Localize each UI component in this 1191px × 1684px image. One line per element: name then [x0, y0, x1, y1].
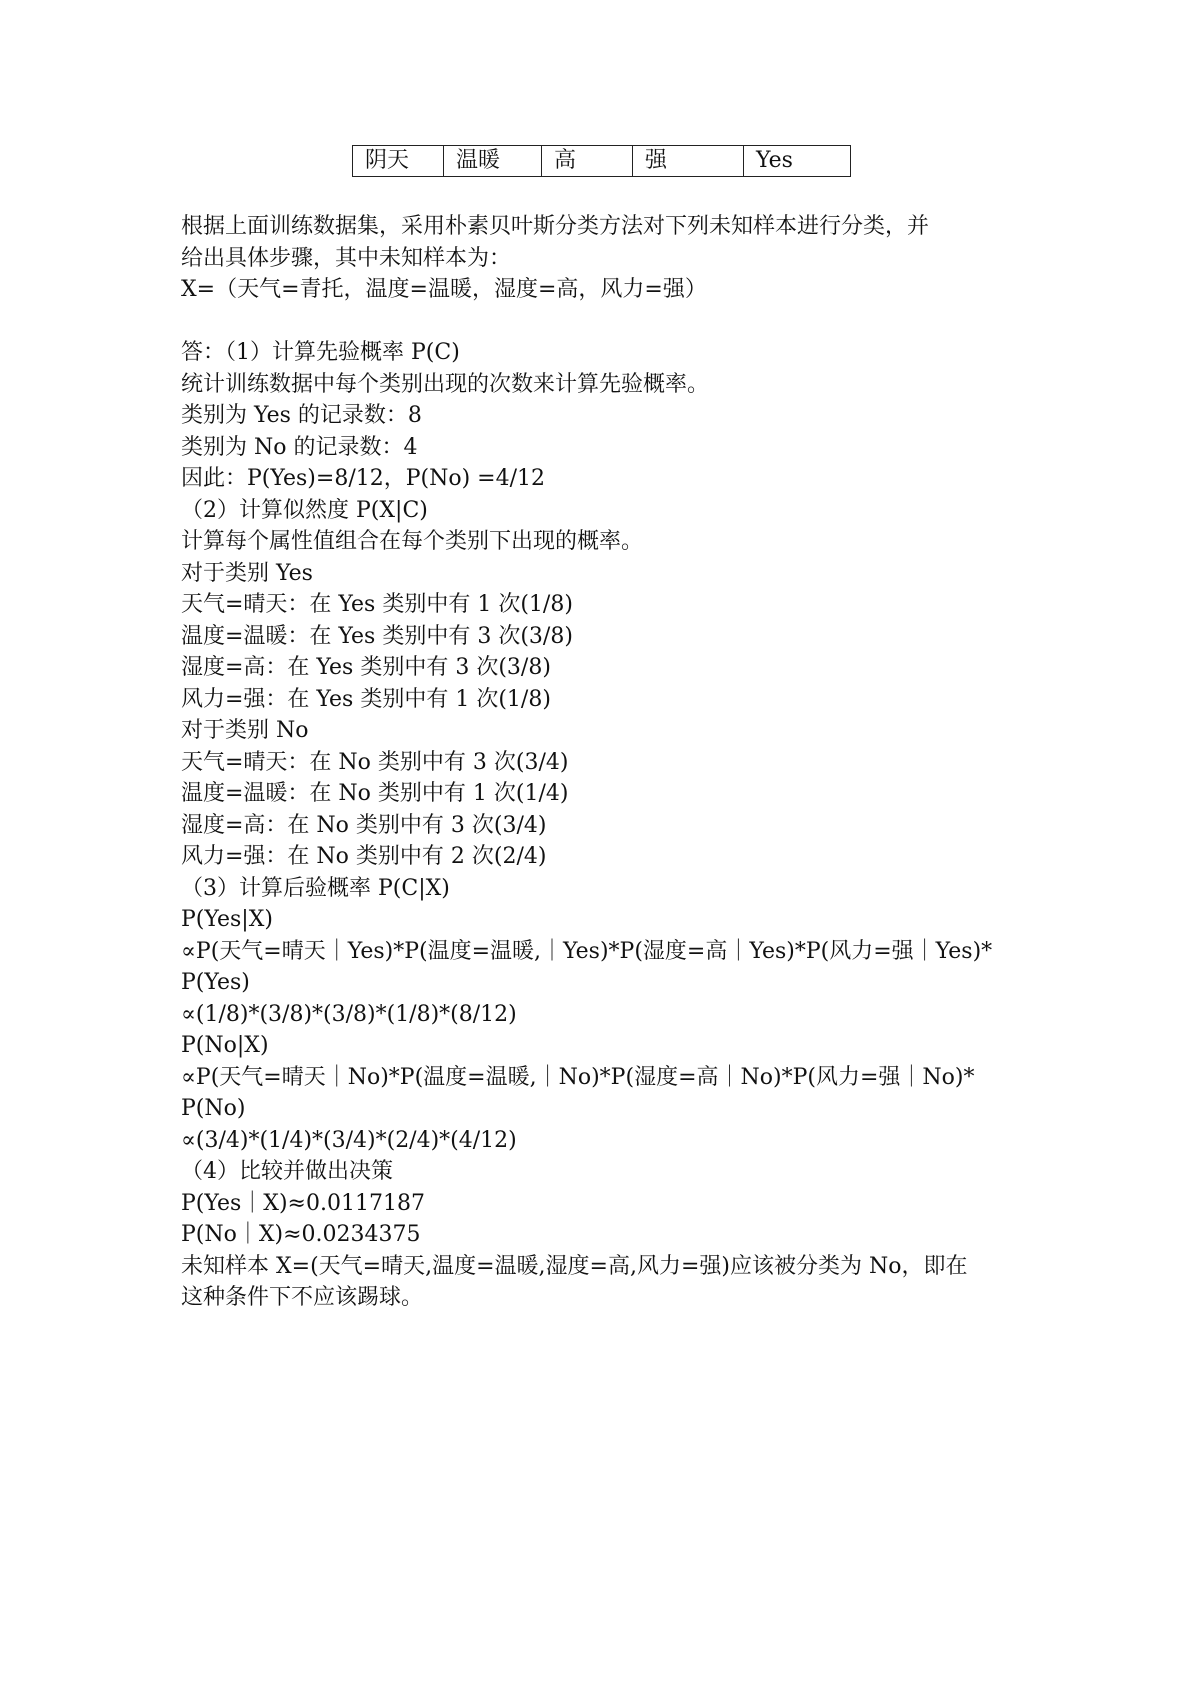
paragraph-gap	[181, 306, 1011, 338]
answer-line: 对于类别 Yes	[181, 560, 313, 586]
answer-line: 温度=温暖：在 No 类别中有 1 次(1/4)	[181, 781, 569, 806]
table-cell-class: Yes	[744, 146, 851, 177]
training-data-table-fragment	[352, 145, 851, 177]
table-cell-wind: 强	[633, 146, 744, 177]
answer-line: P(No｜X)≈0.0234375	[181, 1222, 421, 1247]
answer-line: P(No|X)	[181, 1033, 269, 1058]
answer-line: （4）比较并做出决策	[181, 1159, 393, 1184]
answer-line: 类别为 No 的记录数：4	[181, 434, 418, 460]
answer-line: 湿度=高：在 Yes 类别中有 3 次(3/8)	[181, 655, 551, 680]
answer-line: ∝P(天气=晴天｜No)*P(温度=温暖,｜No)*P(湿度=高｜No)*P(风力=强｜No)*	[181, 1064, 975, 1090]
answer-line: （2）计算似然度 P(X|C)	[181, 497, 428, 523]
answer-line: P(Yes|X)	[181, 907, 273, 932]
answer-line: 答：（1）计算先验概率 P(C)	[181, 340, 460, 365]
answer-line: 风力=强：在 Yes 类别中有 1 次(1/8)	[181, 686, 551, 712]
answer-line: 湿度=高：在 No 类别中有 3 次(3/4)	[181, 812, 547, 838]
answer-line: 类别为 Yes 的记录数：8	[181, 403, 422, 428]
answer-line: 统计训练数据中每个类别出现的次数来计算先验概率。	[181, 371, 710, 397]
answer-line: 天气=晴天：在 Yes 类别中有 1 次(1/8)	[181, 592, 573, 617]
intro-line: 给出具体步骤，其中未知样本为：	[181, 245, 512, 271]
intro-line: 根据上面训练数据集，采用朴素贝叶斯分类方法对下列未知样本进行分类，并	[181, 214, 930, 239]
answer-line: P(Yes｜X)≈0.0117187	[181, 1190, 425, 1216]
answer-line: 计算每个属性值组合在每个类别下出现的概率。	[181, 529, 644, 554]
answer-line: P(Yes)	[181, 970, 250, 995]
answer-line: 对于类别 No	[181, 718, 309, 743]
answer-line: 风力=强：在 No 类别中有 2 次(2/4)	[181, 844, 547, 869]
table-cell-temperature: 温暖	[444, 146, 542, 177]
answer-line: P(No)	[181, 1096, 246, 1121]
answer-line: 天气=晴天：在 No 类别中有 3 次(3/4)	[181, 749, 569, 775]
data-table	[352, 145, 851, 177]
answer-line: ∝P(天气=晴天｜Yes)*P(温度=温暖,｜Yes)*P(湿度=高｜Yes)*P(风力=强｜Yes)*	[181, 938, 993, 964]
answer-line: （3）计算后验概率 P(C|X)	[181, 875, 450, 901]
answer-line: ∝(3/4)*(1/4)*(3/4)*(2/4)*(4/12)	[181, 1127, 517, 1153]
answer-line: 因此：P(Yes)=8/12，P(No) =4/12	[181, 466, 546, 491]
document-body	[181, 211, 1011, 1314]
table-cell-weather: 阴天	[353, 146, 444, 177]
answer-line: 温度=温暖：在 Yes 类别中有 3 次(3/8)	[181, 623, 573, 649]
unknown-sample-line: X=（天气=青托，温度=温暖，湿度=高，风力=强）	[181, 277, 707, 302]
table-row	[353, 146, 851, 177]
answer-line: 这种条件下不应该踢球。	[181, 1285, 424, 1310]
answer-line: ∝(1/8)*(3/8)*(3/8)*(1/8)*(8/12)	[181, 1001, 517, 1027]
table-cell-humidity: 高	[542, 146, 633, 177]
answer-line: 未知样本 X=(天气=晴天,温度=温暖,湿度=高,风力=强)应该被分类为 No，即在	[181, 1253, 968, 1279]
